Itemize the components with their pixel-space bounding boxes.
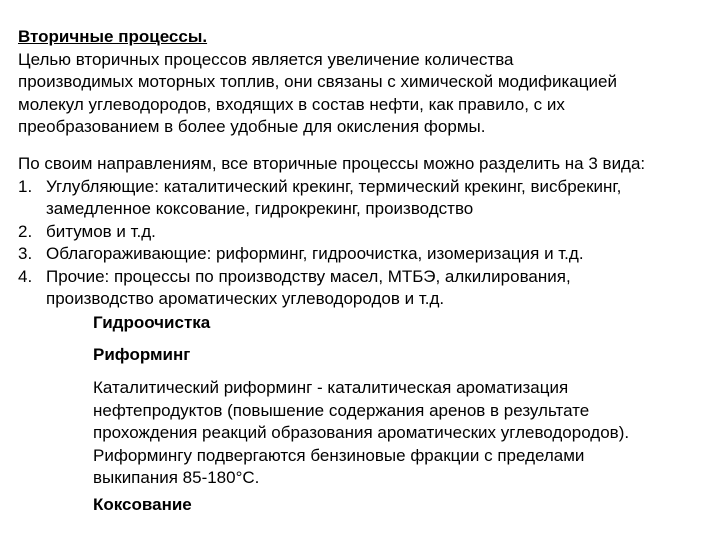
list-item — [18, 266, 708, 311]
intro-line: Целью вторичных процессов является увеличение количества — [18, 49, 514, 69]
list-number: 2. — [18, 221, 33, 241]
reforming-line: Риформингу подвергаются бензиновые фракции с пределами — [93, 445, 585, 465]
intro-line: молекул углеводородов, входящих в состав нефти, как правило, с их — [18, 94, 565, 114]
process-types-lead: По своим направлениям, все вторичные процессы можно разделить на 3 вида: — [18, 154, 646, 173]
list-item-text: Прочие: процессы по производству масел, МТБЭ, алкилирования, — [46, 266, 571, 286]
list-item-text: производство ароматических углеводородов и т.д. — [46, 289, 445, 308]
list-item — [18, 176, 708, 221]
list-number: 1. — [18, 176, 33, 196]
section-title: Вторичные процессы. — [18, 27, 208, 46]
intro-line: производимых моторных топлив, они связаны с химической модификацией — [18, 72, 617, 91]
reforming-description — [93, 377, 693, 490]
intro-line: преобразованием в более удобные для окисления формы. — [18, 117, 486, 136]
list-item-text: Углубляющие: каталитический крекинг, термический крекинг, висбрекинг, — [46, 176, 622, 196]
reforming-line: прохождения реакций образования ароматических углеводородов). — [93, 423, 630, 442]
reforming-line: выкипания 85-180°С. — [93, 468, 260, 487]
list-number: 4. — [18, 266, 33, 286]
list-item — [18, 243, 708, 266]
reforming-line: Каталитический риформинг - каталитическая ароматизация — [93, 378, 569, 397]
intro-block — [18, 26, 708, 139]
list-item-text: Облагораживающие: риформинг, гидроочистка, изомеризация и т.д. — [46, 244, 584, 263]
hydrotreating-heading: Гидроочистка — [93, 313, 211, 332]
reforming-line: нефтепродуктов (повышение содержания аренов в результате — [93, 400, 590, 420]
list-item-text: замедленное коксование, гидрокрекинг, производство — [46, 199, 474, 218]
reforming-heading: Риформинг — [93, 345, 191, 364]
list-item — [18, 221, 708, 244]
coking-heading: Коксование — [93, 495, 192, 514]
list-number: 3. — [18, 244, 33, 263]
list-item-text: битумов и т.д. — [46, 221, 156, 241]
process-types-block — [18, 153, 708, 311]
process-types-list — [18, 176, 708, 311]
